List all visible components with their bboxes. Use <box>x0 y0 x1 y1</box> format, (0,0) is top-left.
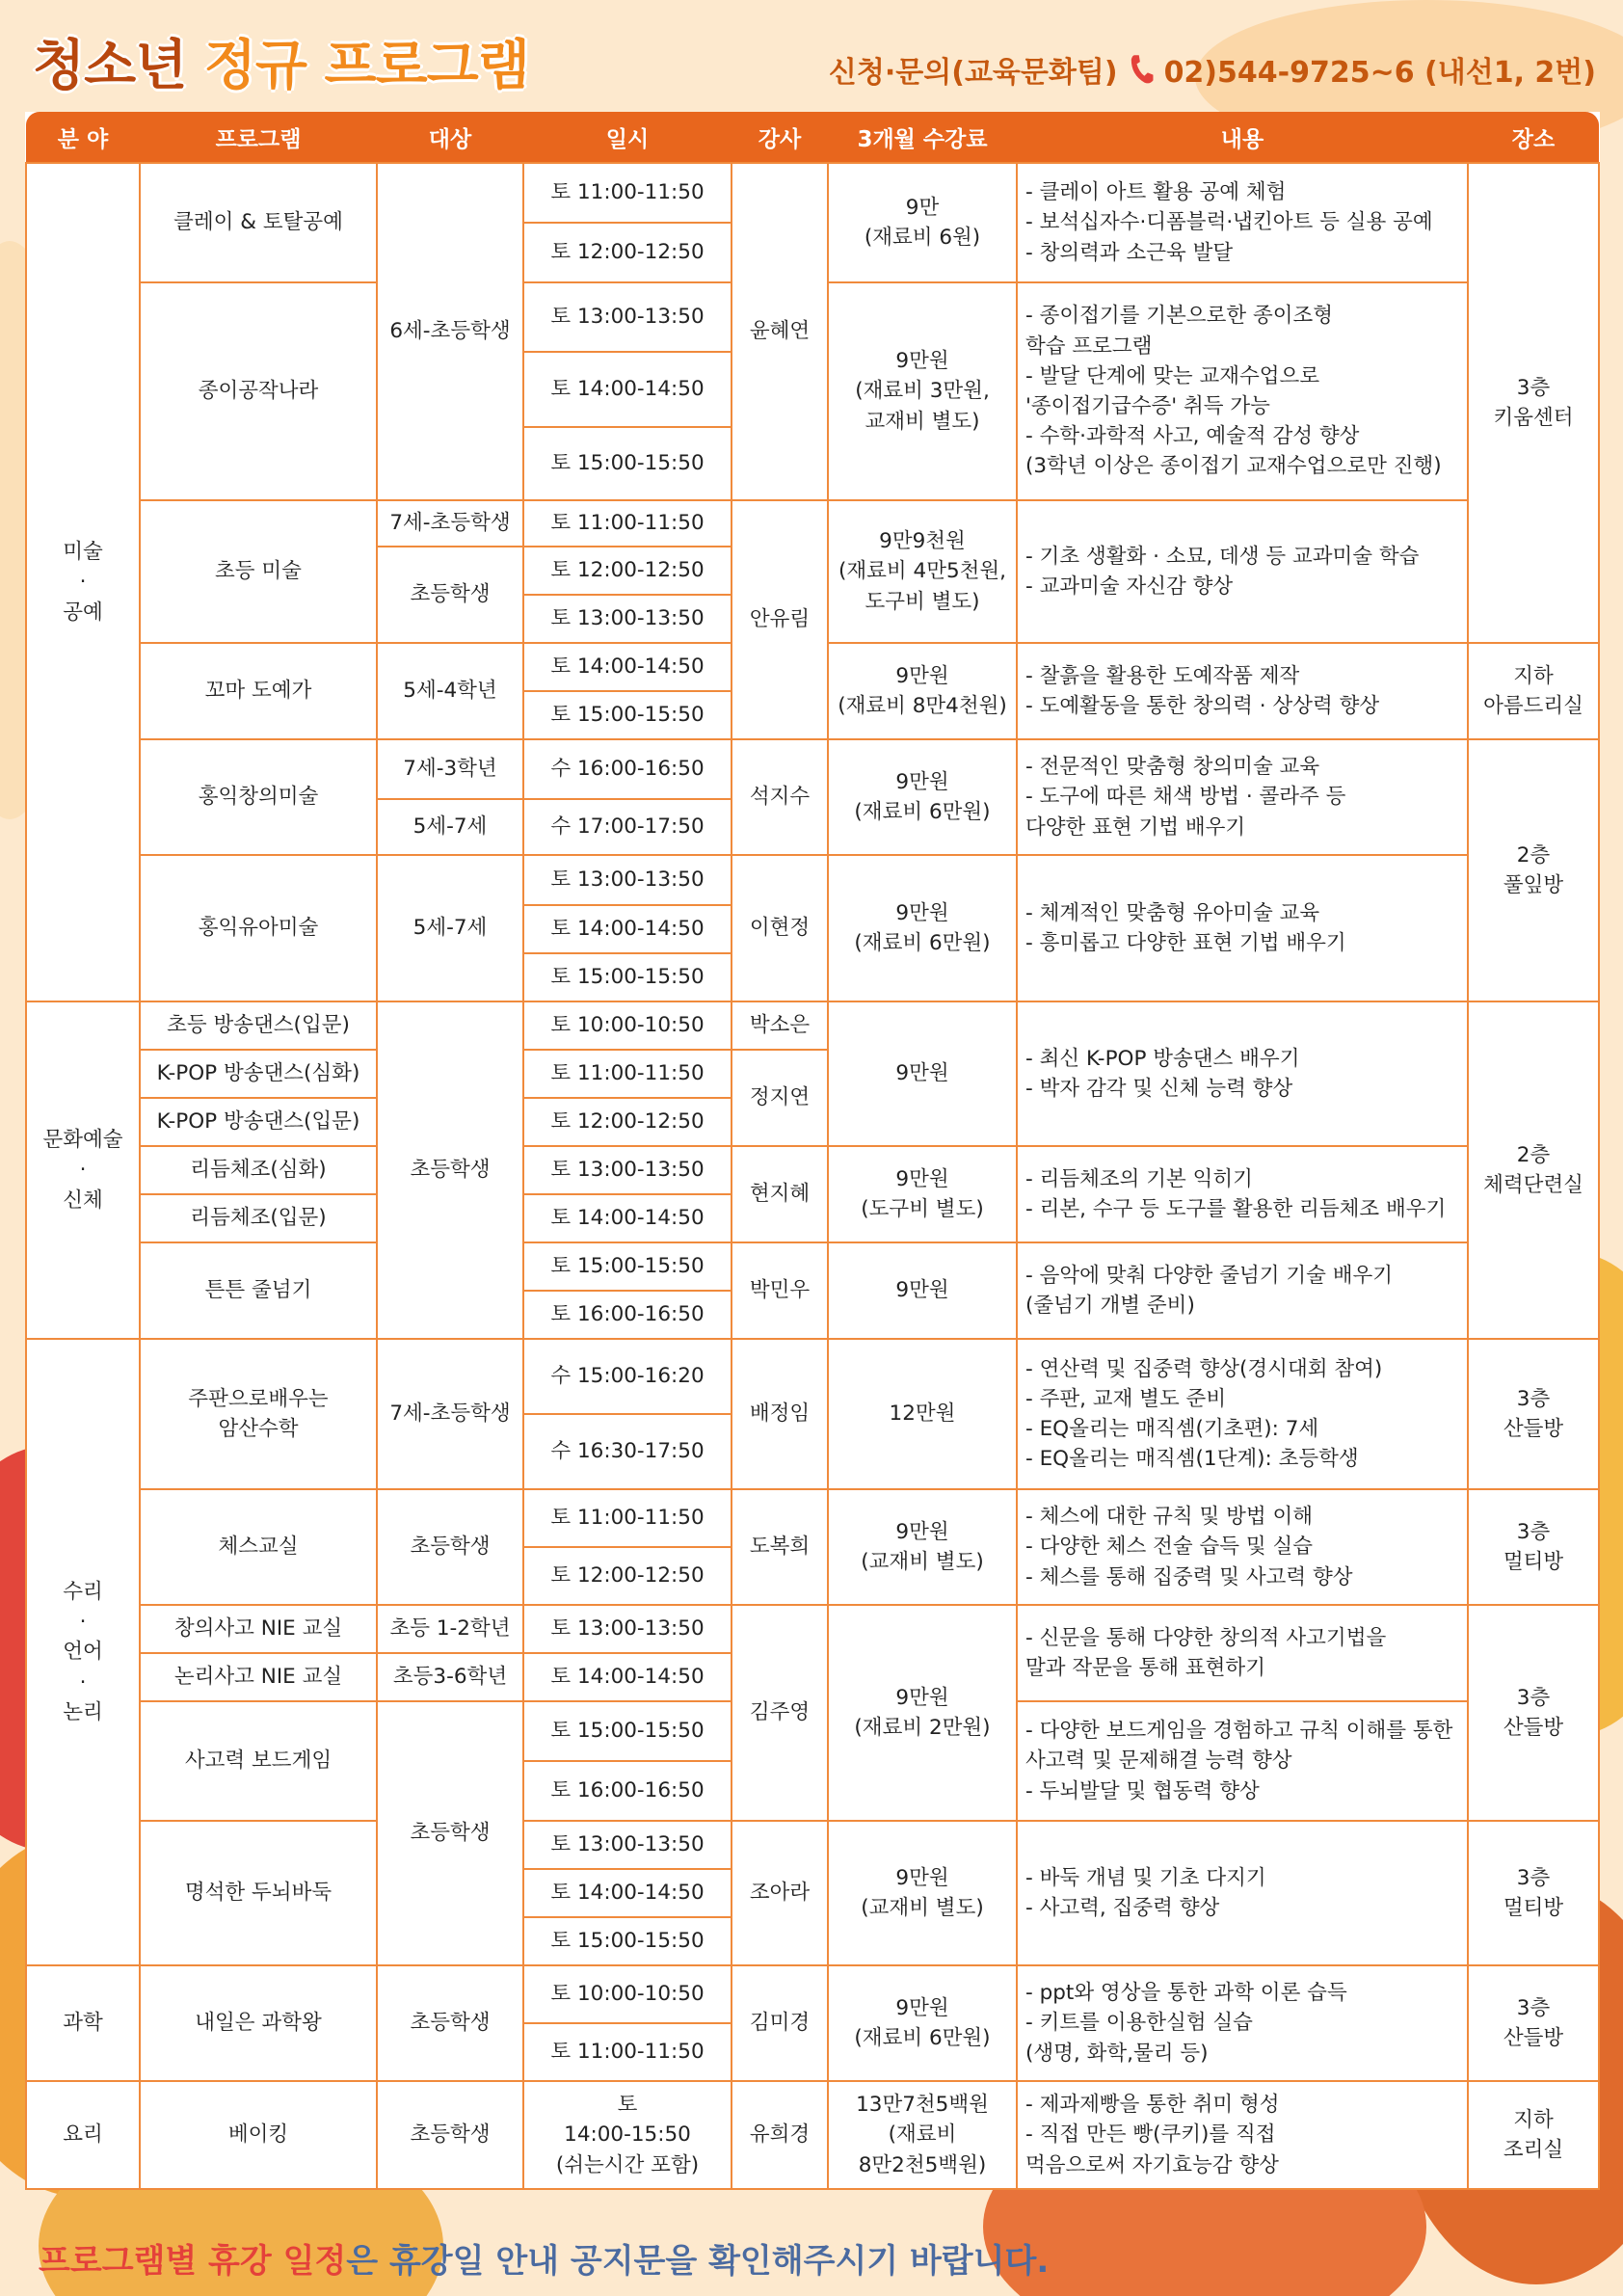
instructor-cell: 박소은 <box>732 1001 828 1050</box>
title-part1: 청소년 <box>33 35 187 97</box>
target-cell: 7세-초등학생 <box>377 500 523 547</box>
room-cell: 지하 아름드리실 <box>1468 643 1599 739</box>
instructor-cell: 김주영 <box>732 1605 828 1821</box>
schedule-cell: 수 16:30-17:50 <box>523 1414 732 1489</box>
content-cell: - 체스에 대한 규칙 및 방법 이해 - 다양한 체스 전술 습득 및 실습 - 체스를 통해 집중력 및 사고력 향상 <box>1017 1489 1468 1605</box>
instructor-cell: 김미경 <box>732 1965 828 2081</box>
room-cell: 2층 풀잎방 <box>1468 739 1599 1001</box>
schedule-cell: 토 16:00-16:50 <box>523 1291 732 1339</box>
field-cell: 미술 · 공예 <box>26 163 140 1001</box>
schedule-cell: 토 13:00-13:50 <box>523 1146 732 1194</box>
fee-cell: 9만원 (재료비 3만원, 교재비 별도) <box>828 282 1017 500</box>
program-cell: 꼬마 도예가 <box>140 643 377 739</box>
schedule-cell: 토 14:00-14:50 <box>523 1869 732 1917</box>
fee-cell: 9만원 <box>828 1001 1017 1146</box>
program-table-wrapper <box>25 112 1598 2190</box>
instructor-cell: 조아라 <box>732 1821 828 1965</box>
column-header: 프로그램 <box>140 112 377 163</box>
fee-cell: 9만9천원 (재료비 4만5천원, 도구비 별도) <box>828 500 1017 643</box>
content-cell: - 음악에 맞춰 다양한 줄넘기 기술 배우기 (줄넘기 개별 준비) <box>1017 1242 1468 1339</box>
room-cell: 3층 산들방 <box>1468 1965 1599 2081</box>
fee-cell: 9만원 (재료비 8만4천원) <box>828 643 1017 739</box>
room-cell: 2층 체력단련실 <box>1468 1001 1599 1339</box>
target-cell: 초등3-6학년 <box>377 1653 523 1701</box>
instructor-cell: 윤혜연 <box>732 163 828 500</box>
schedule-cell: 토 15:00-15:50 <box>523 691 732 739</box>
field-cell: 요리 <box>26 2081 140 2189</box>
program-cell: 종이공작나라 <box>140 282 377 500</box>
footer-highlight: 프로그램별 휴강 일정 <box>39 2242 347 2281</box>
program-table <box>25 112 1600 2190</box>
schedule-cell: 토 13:00-13:50 <box>523 1605 732 1653</box>
program-cell: 클레이 & 토탈공예 <box>140 163 377 282</box>
fee-cell: 9만원 (재료비 6만원) <box>828 1965 1017 2081</box>
fee-cell: 9만원 (교재비 별도) <box>828 1489 1017 1605</box>
room-cell: 3층 산들방 <box>1468 1339 1599 1489</box>
content-cell: - 종이접기를 기본으로한 종이조형 학습 프로그램 - 발달 단계에 맞는 교재수업으로 '종이접기급수증' 취득 가능 - 수학·과학적 사고, 예술적 감성 향상 (3학년 이상은 종이접기 교재수업으로만 진행) <box>1017 282 1468 500</box>
schedule-cell: 수 17:00-17:50 <box>523 799 732 855</box>
field-cell: 문화예술 · 신체 <box>26 1001 140 1339</box>
program-cell: 논리사고 NIE 교실 <box>140 1653 377 1701</box>
target-cell: 초등학생 <box>377 1965 523 2081</box>
program-cell: 튼튼 줄넘기 <box>140 1242 377 1339</box>
schedule-cell: 토 14:00-14:50 <box>523 1194 732 1242</box>
content-cell: - 클레이 아트 활용 공예 체험 - 보석십자수·디폼블럭·냅킨아트 등 실용 공예 - 창의력과 소근육 발달 <box>1017 163 1468 282</box>
room-cell: 3층 산들방 <box>1468 1605 1599 1821</box>
room-cell: 3층 키움센터 <box>1468 163 1599 643</box>
program-cell: 창의사고 NIE 교실 <box>140 1605 377 1653</box>
instructor-cell: 배정임 <box>732 1339 828 1489</box>
schedule-cell: 토 16:00-16:50 <box>523 1761 732 1821</box>
target-cell: 7세-3학년 <box>377 739 523 799</box>
program-cell: 초등 방송댄스(입문) <box>140 1001 377 1050</box>
program-cell: 홍익유아미술 <box>140 855 377 1001</box>
program-cell: K-POP 방송댄스(입문) <box>140 1098 377 1146</box>
schedule-cell: 토 10:00-10:50 <box>523 1001 732 1050</box>
schedule-cell: 토 14:00-14:50 <box>523 352 732 427</box>
target-cell: 6세-초등학생 <box>377 163 523 500</box>
instructor-cell: 이현정 <box>732 855 828 1001</box>
program-cell: 사고력 보드게임 <box>140 1701 377 1821</box>
fee-cell: 9만원 (재료비 6만원) <box>828 739 1017 855</box>
content-cell: - 제과제빵을 통한 취미 형성 - 직접 만든 빵(쿠키)를 직접 먹음으로써 자기효능감 향상 <box>1017 2081 1468 2189</box>
target-cell: 초등학생 <box>377 1489 523 1605</box>
schedule-cell: 수 15:00-16:20 <box>523 1339 732 1414</box>
column-header: 일시 <box>523 112 732 163</box>
content-cell: - 신문을 통해 다양한 창의적 사고기법을 말과 작문을 통해 표현하기 <box>1017 1605 1468 1701</box>
target-cell: 5세-7세 <box>377 799 523 855</box>
instructor-cell: 박민우 <box>732 1242 828 1339</box>
target-cell: 초등학생 <box>377 1701 523 1965</box>
program-cell: 리듬체조(입문) <box>140 1194 377 1242</box>
content-cell: - 바둑 개념 및 기초 다지기 - 사고력, 집중력 향상 <box>1017 1821 1468 1965</box>
target-cell: 5세-7세 <box>377 855 523 1001</box>
schedule-cell: 토 12:00-12:50 <box>523 1098 732 1146</box>
schedule-cell: 토 11:00-11:50 <box>523 163 732 223</box>
program-cell: 주판으로배우는 암산수학 <box>140 1339 377 1489</box>
column-header: 강사 <box>732 112 828 163</box>
field-cell: 수리 · 언어 · 논리 <box>26 1339 140 1965</box>
content-cell: - 최신 K-POP 방송댄스 배우기 - 박자 감각 및 신체 능력 향상 <box>1017 1001 1468 1146</box>
schedule-cell: 토 15:00-15:50 <box>523 427 732 500</box>
fee-cell: 9만원 (교재비 별도) <box>828 1821 1017 1965</box>
target-cell: 7세-초등학생 <box>377 1339 523 1489</box>
instructor-cell: 도복희 <box>732 1489 828 1605</box>
target-cell: 초등 1-2학년 <box>377 1605 523 1653</box>
program-cell: K-POP 방송댄스(심화) <box>140 1050 377 1098</box>
footer-text: 은 휴강일 안내 공지문을 확인해주시기 바랍니다. <box>346 2242 1050 2281</box>
program-cell: 홍익창의미술 <box>140 739 377 855</box>
column-header: 3개월 수강료 <box>828 112 1017 163</box>
schedule-cell: 토 15:00-15:50 <box>523 1701 732 1761</box>
fee-cell: 9만 (재료비 6원) <box>828 163 1017 282</box>
column-header: 대상 <box>377 112 523 163</box>
fee-cell: 9만원 (재료비 6만원) <box>828 855 1017 1001</box>
title-part2: 정규 프로그램 <box>203 35 529 97</box>
content-cell: - 찰흙을 활용한 도예작품 제작 - 도예활동을 통한 창의력 · 상상력 향상 <box>1017 643 1468 739</box>
schedule-cell: 토 13:00-13:50 <box>523 595 732 643</box>
schedule-cell: 토 14:00-14:50 <box>523 643 732 691</box>
fee-cell: 9만원 (재료비 2만원) <box>828 1605 1017 1821</box>
phone-icon <box>1128 53 1155 86</box>
schedule-cell: 토 12:00-12:50 <box>523 1547 732 1605</box>
content-cell: - 다양한 보드게임을 경험하고 규칙 이해를 통한 사고력 및 문제해결 능력 향상 - 두뇌발달 및 협동력 향상 <box>1017 1701 1468 1821</box>
target-cell: 초등학생 <box>377 1001 523 1339</box>
fee-cell: 9만원 (도구비 별도) <box>828 1146 1017 1242</box>
target-cell: 초등학생 <box>377 547 523 643</box>
instructor-cell: 정지연 <box>732 1050 828 1146</box>
fee-cell: 12만원 <box>828 1339 1017 1489</box>
content-cell: - 리듬체조의 기본 익히기 - 리본, 수구 등 도구를 활용한 리듬체조 배우기 <box>1017 1146 1468 1242</box>
schedule-cell: 토 13:00-13:50 <box>523 855 732 905</box>
room-cell: 지하 조리실 <box>1468 2081 1599 2189</box>
fee-cell: 13만7천5백원 (재료비 8만2천5백원) <box>828 2081 1017 2189</box>
table-header-row <box>26 112 1599 163</box>
schedule-cell: 토 14:00-14:50 <box>523 1653 732 1701</box>
schedule-cell: 토 13:00-13:50 <box>523 1821 732 1869</box>
content-cell: - 전문적인 맞춤형 창의미술 교육 - 도구에 따른 채색 방법 · 콜라주 등 다양한 표현 기법 배우기 <box>1017 739 1468 855</box>
schedule-cell: 토 11:00-11:50 <box>523 2023 732 2081</box>
target-cell: 초등학생 <box>377 2081 523 2189</box>
instructor-cell: 석지수 <box>732 739 828 855</box>
contact-label: 신청·문의(교육문화팀) <box>828 56 1118 90</box>
schedule-cell: 토 11:00-11:50 <box>523 500 732 547</box>
instructor-cell: 안유림 <box>732 500 828 739</box>
page-title <box>33 23 529 100</box>
program-cell: 명석한 두뇌바둑 <box>140 1821 377 1965</box>
schedule-cell: 토 15:00-15:50 <box>523 953 732 1001</box>
schedule-cell: 토 11:00-11:50 <box>523 1489 732 1547</box>
schedule-cell: 토 15:00-15:50 <box>523 1917 732 1965</box>
schedule-cell: 토 11:00-11:50 <box>523 1050 732 1098</box>
room-cell: 3층 멀티방 <box>1468 1489 1599 1605</box>
content-cell: - 기초 생활화 · 소묘, 데생 등 교과미술 학습 - 교과미술 자신감 향상 <box>1017 500 1468 643</box>
target-cell: 5세-4학년 <box>377 643 523 739</box>
schedule-cell: 토 12:00-12:50 <box>523 223 732 282</box>
program-cell: 초등 미술 <box>140 500 377 643</box>
room-cell: 3층 멀티방 <box>1468 1821 1599 1965</box>
column-header: 내용 <box>1017 112 1468 163</box>
footer-notice <box>39 2234 1049 2282</box>
program-cell: 베이킹 <box>140 2081 377 2189</box>
content-cell: - 연산력 및 집중력 향상(경시대회 참여) - 주판, 교재 별도 준비 - EQ올리는 매직셈(기초편): 7세 - EQ올리는 매직셈(1단계): 초등학생 <box>1017 1339 1468 1489</box>
schedule-cell: 토 12:00-12:50 <box>523 547 732 595</box>
column-header: 장소 <box>1468 112 1599 163</box>
content-cell: - ppt와 영상을 통한 과학 이론 습득 - 키트를 이용한실험 실습 (생명, 화학,물리 등) <box>1017 1965 1468 2081</box>
column-header: 분 야 <box>26 112 140 163</box>
instructor-cell: 현지혜 <box>732 1146 828 1242</box>
schedule-cell: 수 16:00-16:50 <box>523 739 732 799</box>
instructor-cell: 유희경 <box>732 2081 828 2189</box>
schedule-cell: 토 10:00-10:50 <box>523 1965 732 2023</box>
fee-cell: 9만원 <box>828 1242 1017 1339</box>
schedule-cell: 토 13:00-13:50 <box>523 282 732 352</box>
program-cell: 리듬체조(심화) <box>140 1146 377 1194</box>
field-cell: 과학 <box>26 1965 140 2081</box>
program-cell: 내일은 과학왕 <box>140 1965 377 2081</box>
schedule-cell: 토 14:00-14:50 <box>523 905 732 953</box>
contact-phone: 02)544-9725~6 (내선1, 2번) <box>1163 56 1596 90</box>
program-cell: 체스교실 <box>140 1489 377 1605</box>
schedule-cell: 토 15:00-15:50 <box>523 1242 732 1291</box>
content-cell: - 체계적인 맞춤형 유아미술 교육 - 흥미롭고 다양한 표현 기법 배우기 <box>1017 855 1468 1001</box>
contact-info <box>829 48 1596 91</box>
schedule-cell: 토 14:00-15:50 (쉬는시간 포함) <box>523 2081 732 2189</box>
